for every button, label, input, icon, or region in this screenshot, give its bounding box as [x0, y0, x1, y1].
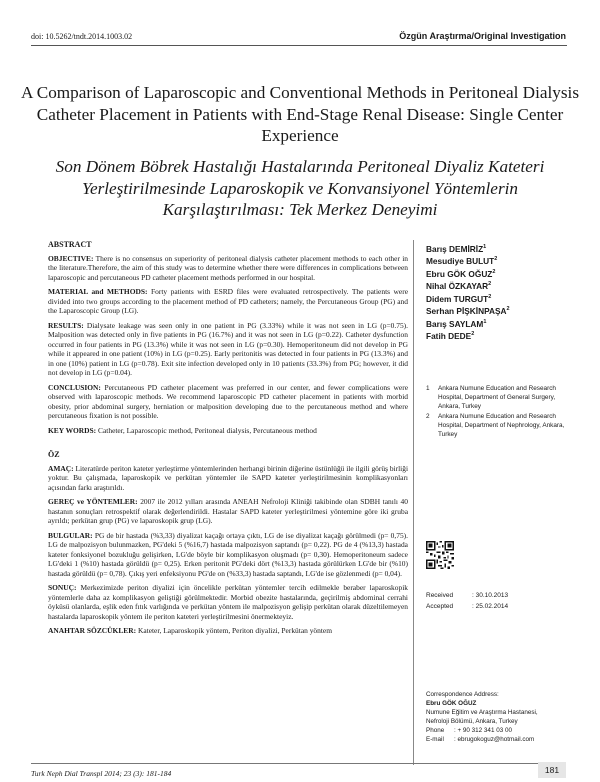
- oz-heading: ÖZ: [48, 450, 60, 459]
- methods-text: Forty patients with ESRD files were evaluated retrospectively. The patients were divided into two groups according to the placement method of PD catheters; namely, the Percutaneous Group (PG) and the Laparoscopic Group (LG).: [48, 287, 409, 315]
- correspondence-address-2: Nefroloji Bölümü, Ankara, Turkey: [426, 718, 518, 725]
- oz-anahtar: [48, 626, 408, 636]
- correspondence-heading: Correspondence Address:: [426, 691, 499, 698]
- anahtar-label: ANAHTAR SÖZCÜKLER:: [48, 626, 137, 635]
- title-turkish: Son Dönem Böbrek Hastalığı Hastalarında Peritoneal Diyaliz Kateteri Yerleştirilmesinde Laparoskopik ve Konvansiyonel Yöntemlerin Karşılaştırılması: Tek Merkez Deneyimi: [55, 157, 545, 219]
- conclusion-text: Percutaneous PD catheter placement was preferred in our center, and fewer complications were observed with laparoscopic methods. We recommend laparoscopic PD catheter placement in patients with morbid obesity, prior abdominal surgery, herniation or malposition developing due to the percutaneous method and where percutaneous fixation is not possible.: [48, 382, 409, 420]
- gerec-text: 2007 ile 2012 yılları arasında ANEAH Nefroloji Kliniği takibinde olan SDBH tanılı 40 hastanın sonuçları retrospektif olarak değerlendirildi. Hastalar SAPD kateter yerleştirilmesi yöntemine göre iki gruba ayrıldı; perkütan grup (PG) ve laparoskopik grup (LG).: [48, 497, 408, 525]
- correspondence-address-1: Numune Eğitim ve Araştırma Hastanesi,: [426, 709, 538, 716]
- oz-bulgular: [48, 531, 408, 579]
- column-divider: [413, 240, 414, 765]
- affiliation: 1 Ankara Numune Education and Research Hospital, Department of General Surgery, Ankara, Turkey: [426, 385, 556, 410]
- accepted-date: Accepted : 25.02.2014: [426, 602, 509, 610]
- oz-amac: [48, 464, 408, 493]
- abstract-conclusion: [48, 383, 408, 421]
- correspondence: [426, 690, 576, 744]
- results-label: RESULTS:: [48, 320, 84, 330]
- affiliations: [426, 384, 576, 440]
- conclusion-label: CONCLUSION:: [48, 382, 101, 392]
- header-rule: [31, 45, 567, 46]
- gerec-label: GEREÇ ve YÖNTEMLER:: [48, 497, 138, 506]
- author-list: [426, 242, 510, 342]
- author: Mesudiye BULUT$^2$: [426, 256, 498, 267]
- author: Barış SAYLAM$^1$: [426, 318, 487, 329]
- journal-citation: Turk Neph Dial Transpl 2014; 23 (3): 181-184: [31, 769, 172, 778]
- abstract-results: [48, 321, 408, 378]
- abstract-keywords: [48, 426, 408, 436]
- title-english: A Comparison of Laparoscopic and Conventional Methods in Peritoneal Dialysis Catheter Placement in Patients with End-Stage Renal Disease: Single Center Experience: [20, 83, 580, 145]
- article-type: Özgün Araştırma/Original Investigation: [399, 31, 566, 41]
- anahtar-text: Kateter, Laparoskopik yöntem, Periton diyalizi, Perkütan yöntem: [137, 626, 333, 635]
- results-text: Dialysate leakage was seen only in one patient in PG (3.33%) while it was not seen in LG (p=0.75). Malposition was detected only in five patients in PG (16.7%) and it was not seen in LG (p=0.22). Catheter dysfunction occurred in four patients in PG (13.3%) while it was not seen in LG (p=0.30). Hemoperitoneum did not develop in PG while it appeared in one patient (10%) in LG (p=0.25). Early peritonitis was detected in four patients in PG (13.3%) and in one (10%) patient in LG (p=0.78). Exit site infection developed only in 10 patients (33.3%) from PG; however, it did not develop in LG (p=0.04).: [48, 320, 409, 377]
- sonuc-text: Merkezimizde periton diyalizi için öncelikle perkütan yöntemler tercih edilmekle beraber laparoskopik yöntemlerle daha az komplikasyon geliştiği görülmektedir. Morbid obezite hastalarında, geçirilmiş abdominal cerrahi öyküsü olanlarda, eşlik eden fıtık varlığında ve perkütan yöntem ile malpozisyon gelişip perkütan olarak düzeltilemeyen hastalarda laparoskopik yöntem ile periton kateteri yerleştirilmesini önermekteyiz.: [48, 583, 408, 621]
- oz-sonuc: [48, 583, 408, 621]
- oz-gerec: [48, 497, 408, 526]
- dates: [426, 591, 508, 612]
- doi: doi: 10.5262/tndt.2014.1003.02: [31, 32, 133, 41]
- methods-label: MATERIAL and METHODS:: [48, 287, 148, 296]
- affiliation: 2 Ankara Numune Education and Research Hospital, Department of Nephrology, Ankara, Turkey: [426, 413, 565, 438]
- footer-rule: [31, 763, 551, 764]
- correspondence-name: Ebru GÖK OĞUZ: [426, 700, 477, 707]
- amac-label: AMAÇ:: [48, 463, 74, 473]
- author: Serhan PİŞKİNPAŞA$^2$: [426, 306, 510, 317]
- author: Nihal ÖZKAYAR$^2$: [426, 281, 492, 292]
- received-date: Received : 30.10.2013: [426, 592, 509, 599]
- abstract-column: [48, 240, 408, 641]
- author: Barış DEMİRİZ$^1$: [426, 243, 487, 254]
- amac-text: Literatürde periton kateter yerleştirme yöntemlerinden herhangi birinin diğerine üstünlüğü ile ilgili görüş birliği yoktur. Bu çalışmada, laparoskopik ve perkütan yöntemler ile SAPD kateter yerleştirilmesinin komplikasyonları açısından farkı araştırıldı.: [48, 463, 409, 492]
- author: Ebru GÖK OĞUZ$^2$: [426, 268, 496, 279]
- abstract-objective: [48, 254, 408, 283]
- author: Fatih DEDE$^2$: [426, 331, 475, 342]
- abstract-methods: [48, 287, 408, 316]
- correspondence-email[interactable]: E-mail : ebrugokoguz@hotmail.com: [426, 736, 535, 743]
- correspondence-phone: Phone : + 90 312 341 03 00: [426, 727, 512, 734]
- abstract-heading: ABSTRACT: [48, 240, 92, 249]
- qr-code-icon: [426, 541, 454, 569]
- bulgular-text: PG de bir hastada (%3,33) diyalizat kaçağı ortaya çıktı, LG de ise diyalizat kaçağı görülmedi (p= 0,75). LG de malpozisyon bulunmazken, PG'deki 5 (%16,7) hastada malpozisyon saptandı (p= 0,22). PG de 4 (%13,3) hastada kateter fonksiyonel bozukluğu gelişirken, LG'de böyle bir komplikasyon oluşmadı (p= 0,30). Hemoperitoneum sadece LG'deki 1 (%10) hastada görüldü (p= 0,25). Erken peritonit PG'deki dört (%13,3) hastada görülürken LG'de bir (%10) hastada görüldü (p= 0,78). Çıkış yeri enfeksiyonu PG'de on (%33,3) hastada saptandı, LG'de ise gözlenmedi (p= 0,04).: [48, 530, 409, 578]
- objective-text: There is no consensus on superiority of peritoneal dialysis catheter placement methods to each other in the literature.Therefore, the aim of this study was to determine whether there were differences in complications between laparoscopic and percutaneous PD catheter placement methods performed in our hospital.: [48, 253, 408, 282]
- author: Didem TURGUT$^2$: [426, 293, 492, 304]
- objective-label: OBJECTIVE:: [48, 253, 94, 263]
- page-number: 181: [538, 762, 566, 778]
- keywords-text: Catheter, Laparoscopic method, Peritoneal dialysis, Percutaneous method: [98, 425, 317, 435]
- sonuc-label: SONUÇ:: [48, 583, 77, 592]
- bulgular-label: BULGULAR:: [48, 530, 93, 540]
- keywords-label: KEY WORDS:: [48, 425, 97, 435]
